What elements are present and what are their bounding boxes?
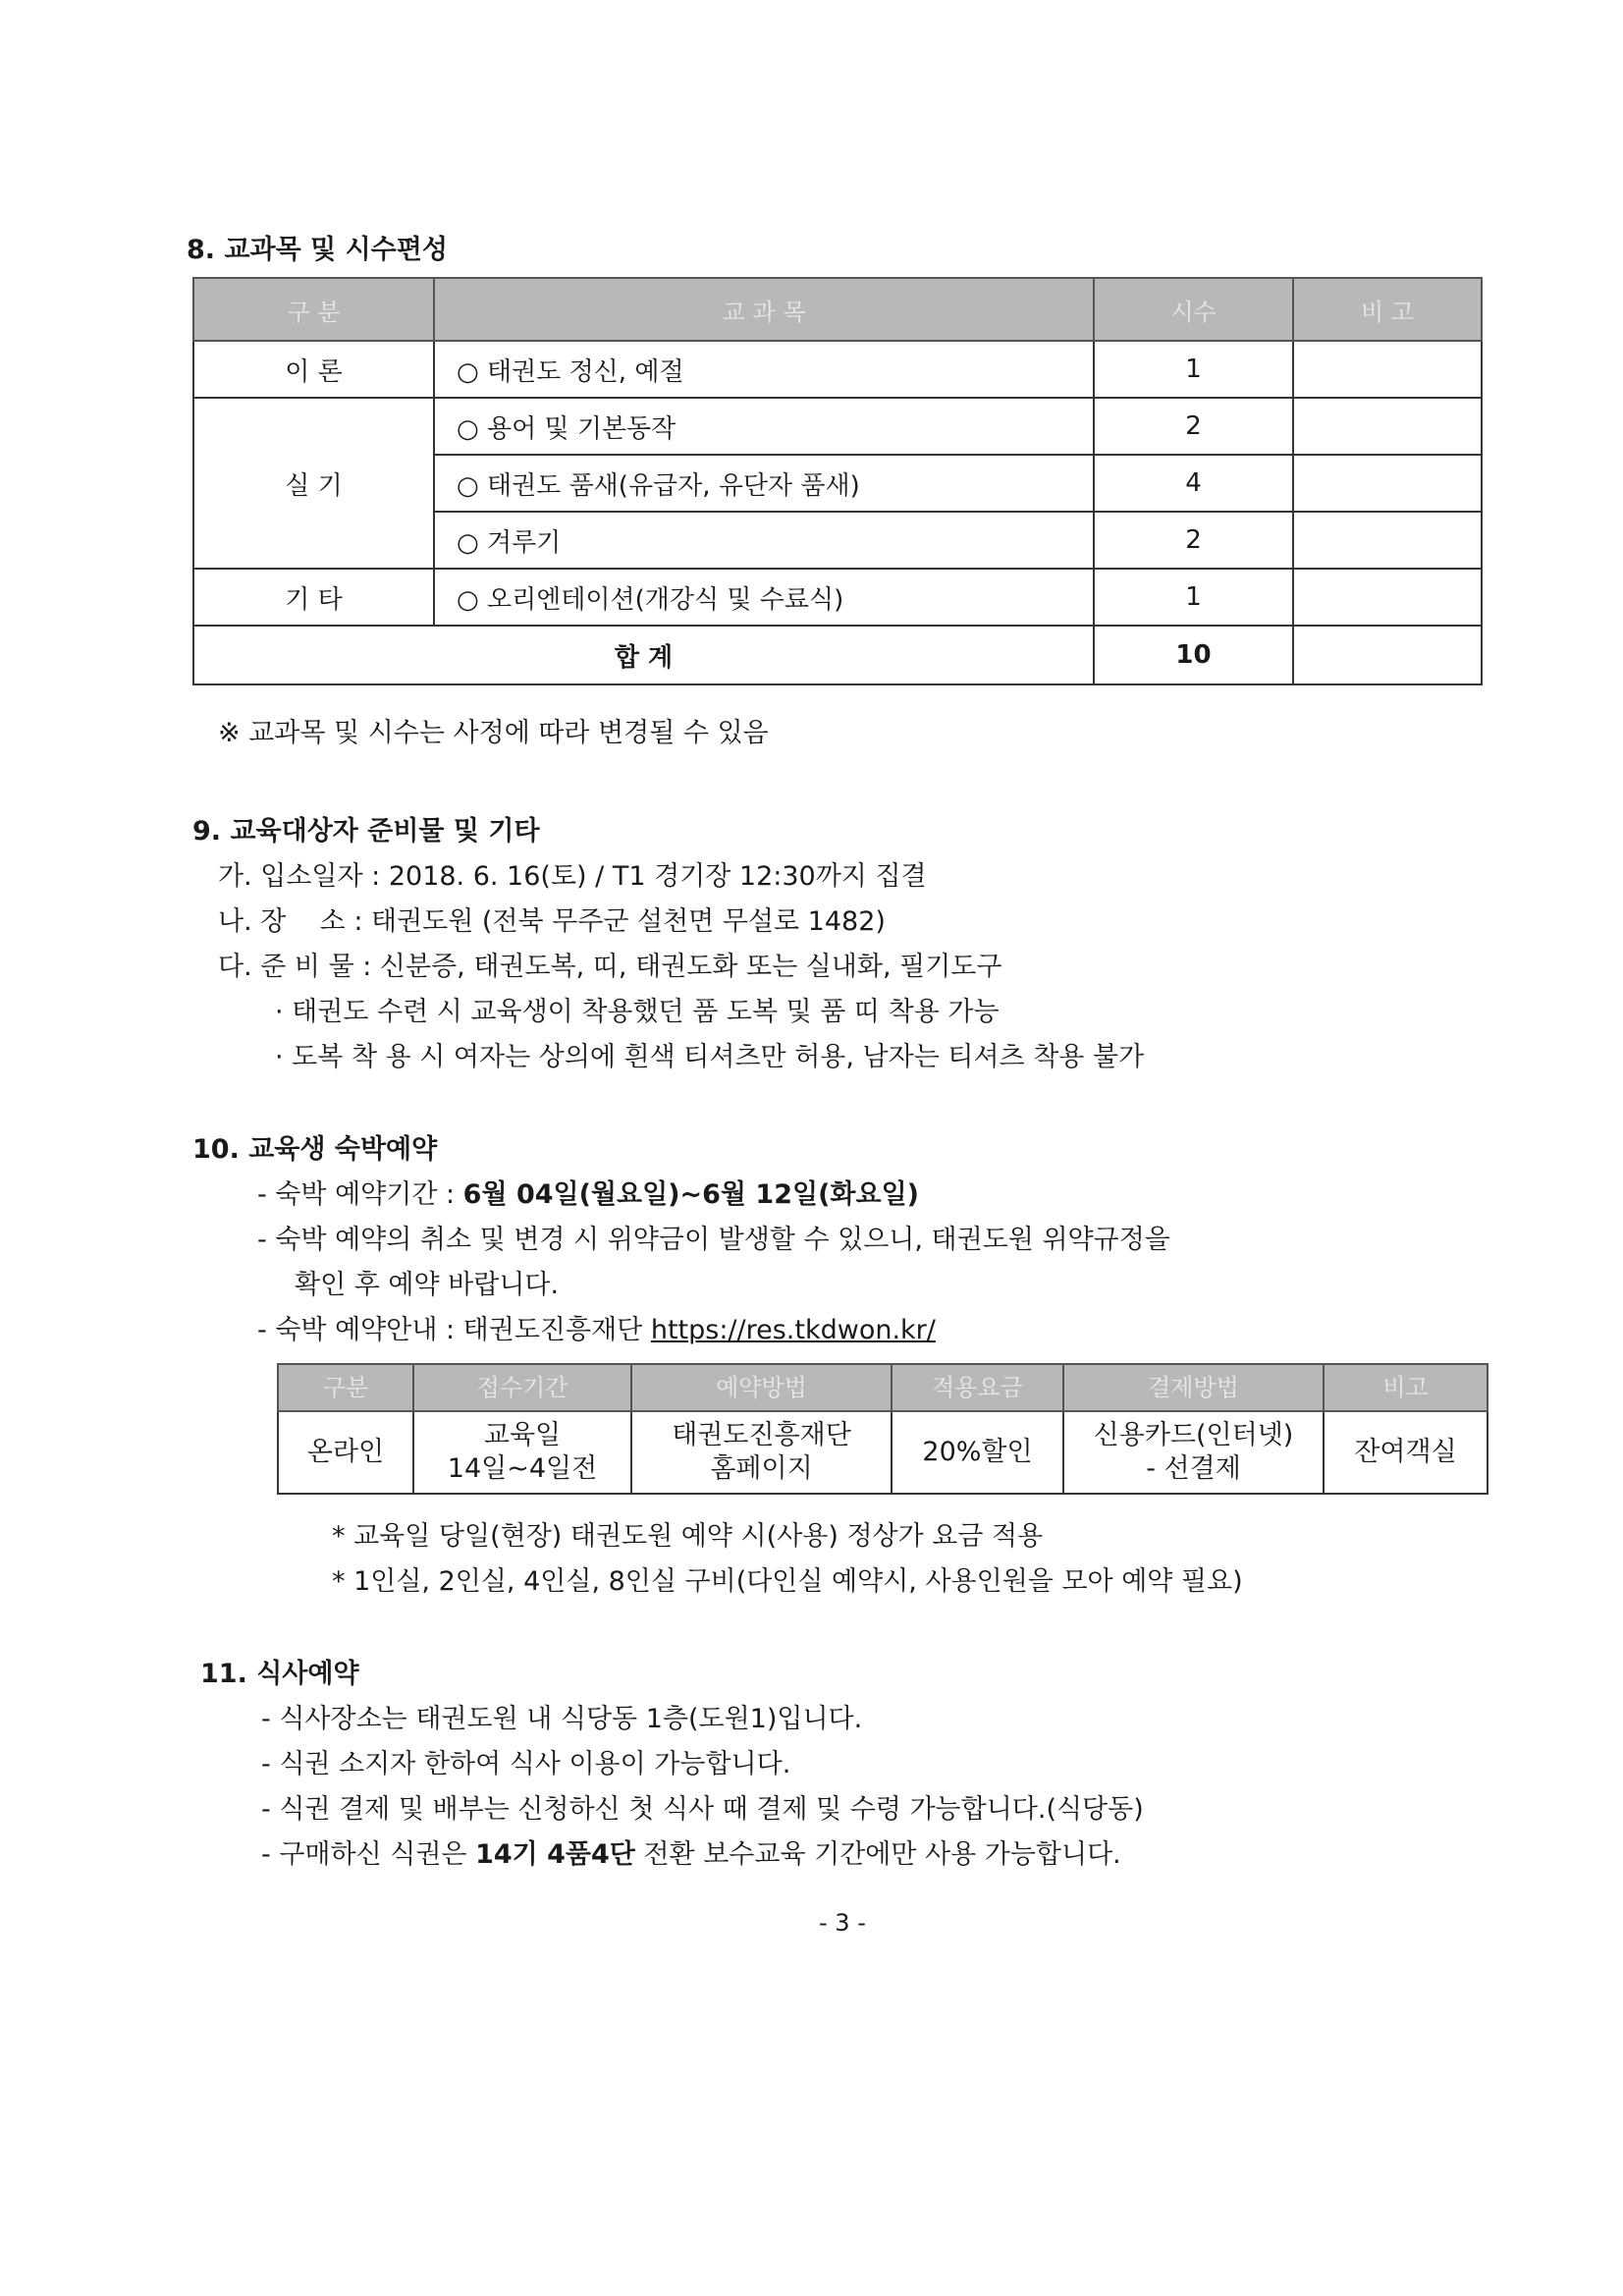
hours-cell: 2 <box>1094 512 1293 569</box>
method-line-1: 태권도진흥재단 <box>672 1420 851 1450</box>
section-10-title: 10. 교육생 숙박예약 <box>192 1134 438 1165</box>
subject-cell: ○ 태권도 품새(유급자, 유단자 품새) <box>434 455 1094 512</box>
cancellation-note-cont: 확인 후 예약 바랍니다. <box>295 1270 560 1300</box>
booking-guide-label: - 숙박 예약안내 : 태권도진흥재단 <box>257 1315 651 1345</box>
hours-cell: 1 <box>1094 569 1293 626</box>
header-period: 접수기간 <box>413 1364 631 1411</box>
booking-period-value: 6월 04일(월요일)~6월 12일(화요일) <box>462 1179 919 1210</box>
uniform-note: · 태권도 수련 시 교육생이 착용했던 품 도복 및 품 띠 착용 가능 <box>275 997 1000 1027</box>
entry-date-line: 가. 입소일자 : 2018. 6. 16(토) / T1 경기장 12:30까지 집결 <box>218 861 927 892</box>
section-9-title: 9. 교육대상자 준비물 및 기타 <box>192 816 540 847</box>
header-subject: 교 과 목 <box>434 278 1094 341</box>
subject-cell: ○ 겨루기 <box>434 512 1094 569</box>
booking-period-label: - 숙박 예약기간 : <box>257 1179 463 1210</box>
meal-validity-suffix: 전환 보수교육 기간에만 사용 가능합니다. <box>634 1839 1121 1870</box>
remark-cell <box>1293 512 1482 569</box>
meal-ticket-line: - 식권 소지자 한하여 식사 이용이 가능합니다. <box>261 1749 791 1779</box>
booking-period-line <box>257 1173 919 1211</box>
header-remark: 비 고 <box>1293 278 1482 341</box>
location-line: 나. 장 소 : 태권도원 (전북 무주군 설천면 무설로 1482) <box>218 906 886 937</box>
subject-cell: ○ 오리엔테이션(개강식 및 수료식) <box>434 569 1094 626</box>
subject-cell: ○ 용어 및 기본동작 <box>434 398 1094 455</box>
section-8-title: 8. 교과목 및 시수편성 <box>187 235 448 265</box>
room-types-note: * 1인실, 2인실, 4인실, 8인실 구비(다인실 예약시, 사용인원을 모아 예약 필요) <box>332 1566 1243 1597</box>
payment-cell <box>1063 1411 1324 1494</box>
onsite-rate-note: * 교육일 당일(현장) 태권도원 예약 시(사용) 정상가 요금 적용 <box>332 1521 1044 1552</box>
curriculum-table <box>192 277 1483 685</box>
header-category: 구 분 <box>193 278 434 341</box>
header-method: 예약방법 <box>631 1364 892 1411</box>
supplies-line: 다. 준 비 물 : 신분증, 태권도복, 띠, 태권도화 또는 실내화, 필기도구 <box>218 952 1002 982</box>
type-cell: 온라인 <box>278 1411 413 1494</box>
header-payment: 결제방법 <box>1063 1364 1324 1411</box>
remark-cell <box>1293 455 1482 512</box>
remark-cell <box>1293 626 1482 684</box>
meal-validity-prefix: - 구매하신 식권은 <box>261 1839 476 1870</box>
remark-cell <box>1293 398 1482 455</box>
table-row <box>278 1411 1488 1494</box>
table-header-row <box>278 1364 1488 1411</box>
table-row <box>193 569 1482 626</box>
total-hours: 10 <box>1094 626 1293 684</box>
header-rate: 적용요금 <box>892 1364 1063 1411</box>
meal-validity-bold: 14기 4품4단 <box>475 1839 635 1870</box>
table-row <box>193 341 1482 398</box>
booking-guide-line <box>257 1308 936 1346</box>
booking-url-link[interactable]: https://res.tkdwon.kr/ <box>650 1315 936 1345</box>
subject-cell: ○ 태권도 정신, 예절 <box>434 341 1094 398</box>
total-label: 합 계 <box>193 626 1094 684</box>
remark-cell: 잔여객실 <box>1324 1411 1488 1494</box>
method-line-2: 홈페이지 <box>710 1453 813 1484</box>
cancellation-note: - 숙박 예약의 취소 및 변경 시 위약금이 발생할 수 있으니, 태권도원 위약규정을 <box>257 1225 1170 1255</box>
remark-cell <box>1293 569 1482 626</box>
period-cell <box>413 1411 631 1494</box>
meal-payment-line: - 식권 결제 및 배부는 신청하신 첫 식사 때 결제 및 수령 가능합니다.(식당동) <box>261 1794 1144 1825</box>
meal-validity-line <box>261 1832 1121 1871</box>
page-number: - 3 - <box>819 1909 866 1937</box>
table-header-row <box>193 278 1482 341</box>
hours-cell: 4 <box>1094 455 1293 512</box>
category-cell: 기 타 <box>193 569 434 626</box>
rate-cell: 20%할인 <box>892 1411 1063 1494</box>
section-11-title: 11. 식사예약 <box>200 1659 359 1689</box>
period-line-2: 14일~4일전 <box>447 1453 598 1484</box>
category-cell: 실 기 <box>193 398 434 569</box>
table-row <box>193 398 1482 455</box>
remark-cell <box>1293 341 1482 398</box>
payment-line-2: - 선결제 <box>1146 1453 1241 1484</box>
total-row <box>193 626 1482 684</box>
payment-line-1: 신용카드(인터넷) <box>1093 1420 1294 1450</box>
period-line-1: 교육일 <box>483 1420 562 1450</box>
method-cell <box>631 1411 892 1494</box>
dining-location-line: - 식사장소는 태권도원 내 식당동 1층(도원1)입니다. <box>261 1704 863 1734</box>
category-cell: 이 론 <box>193 341 434 398</box>
curriculum-note: ※ 교과목 및 시수는 사정에 따라 변경될 수 있음 <box>218 718 769 748</box>
hours-cell: 2 <box>1094 398 1293 455</box>
header-hours: 시수 <box>1094 278 1293 341</box>
header-remark: 비고 <box>1324 1364 1488 1411</box>
lodging-table <box>277 1363 1488 1495</box>
header-type: 구분 <box>278 1364 413 1411</box>
uniform-dress-note: · 도복 착 용 시 여자는 상의에 흰색 티셔츠만 허용, 남자는 티셔츠 착용 불가 <box>275 1042 1145 1072</box>
hours-cell: 1 <box>1094 341 1293 398</box>
